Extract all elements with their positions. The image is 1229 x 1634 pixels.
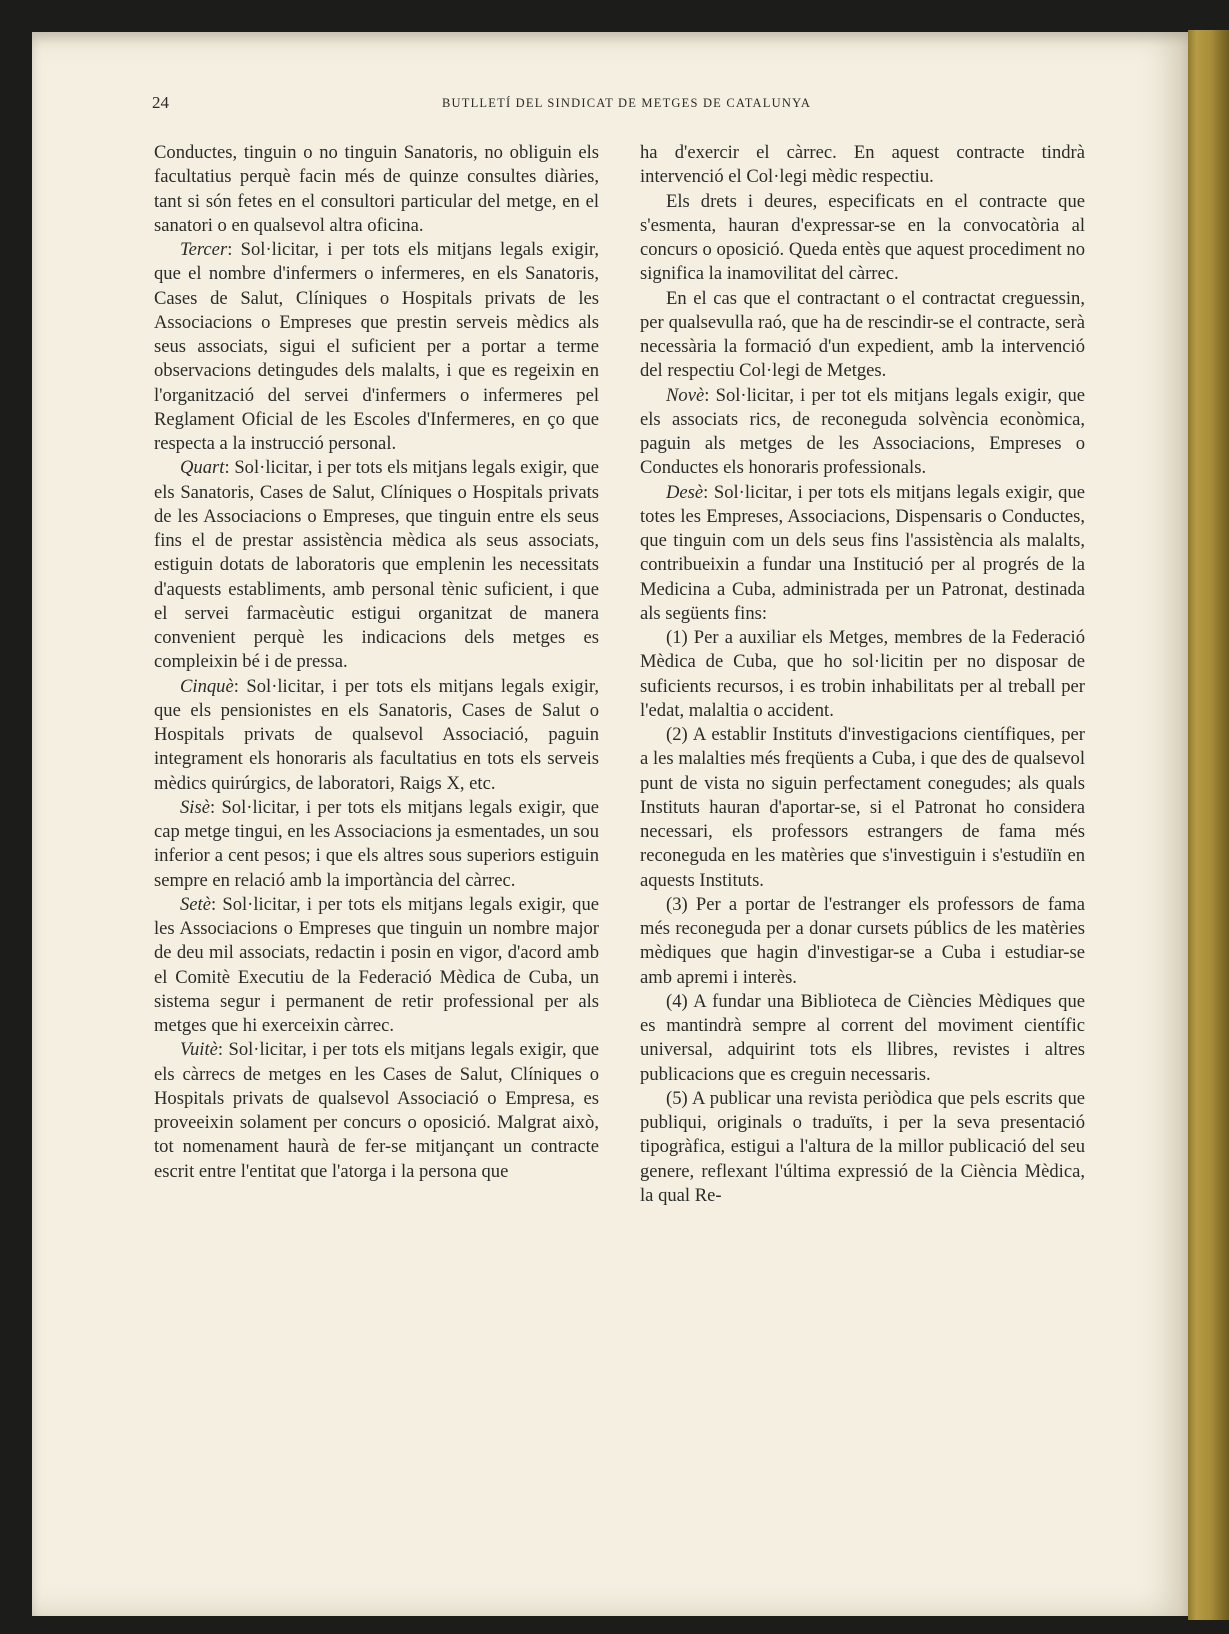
list-item: (4) A fundar una Biblioteca de Ciències Mèdiques que es mantindrà sempre al corrent del moviment científic universal, adquirint tots els llibres, revistes i altres publicacions que es creguin necessaris. [640, 990, 1085, 1085]
paragraph-lead: Setè [180, 893, 211, 915]
paragraph: Setè: Sol·licitar, i per tots els mitjans legals exigir, que les Associacions o Empreses que tinguin un nombre major de deu mil associats, redactin i posin en vigor, d'acord amb el Comitè Executiu de la Federació Mèdica de Cuba, un sistema segur i permanent de retir professional per als metges que hi exerceixin càrrec. [154, 893, 599, 1036]
paragraph: Quart: Sol·licitar, i per tots els mitjans legals exigir, que els Sanatoris, Cases de Salut, Clíniques o Hospitals privats de les Associacions o Empreses, que tinguin entre els seus fins el de prestar assistència mèdica als seus associats, estiguin dotats de laboratoris que emplenin les necessitats d'aquests establiments, amb personal tènic suficient, i que el servei farmacèutic estigui organitzat de manera convenient perquè les indicacions dels metges es compleixin bé i de pressa. [154, 457, 599, 673]
list-item: (2) A establir Instituts d'investigacions científiques, per a les malalties més freqüents a Cuba, i que des de qualsevol punt de vista no siguin perfectament conegudes; als quals Instituts hauran d'aportar-se, si el Patronat ho considera necessari, els professors estrangers de fama més reconeguda en les matèries que s'investiguin i s'estudiïn en aquests Instituts. [640, 724, 1085, 891]
paragraph: Els drets i deures, especificats en el contracte que s'esmenta, hauran d'expressar-se en la convocatòria al concurs o oposició. Queda entès que aquest procediment no significa la inamovilitat del càrrec. [640, 190, 1085, 285]
paragraph-lead: Vuitè [180, 1039, 218, 1061]
page-header [152, 93, 1162, 113]
paragraph: ha d'exercir el càrrec. En aquest contracte tindrà intervenció el Col·legi mèdic respectiu. [640, 142, 1085, 188]
left-column [154, 141, 599, 1184]
paragraph-lead: Sisè [180, 796, 210, 818]
paragraph-lead: Desè [666, 481, 704, 503]
paragraph: Desè: Sol·licitar, i per tots els mitjans legals exigir, que totes les Empreses, Associacions, Dispensaris o Conductes, que tinguin com un dels seus fins l'assistència als malalts, contribueixin a fundar una Institució per al progrés de la Medicina a Cuba, administrada per un Patronat, destinada als següents fins: [640, 481, 1085, 624]
paragraph: Conductes, tinguin o no tinguin Sanatoris, no obliguin els facultatius perquè facin més de quinze consultes diàries, tant si són fetes en el consultori particular del metge, en el sanatori o en qualsevol altra oficina. [154, 142, 599, 236]
list-item: (5) A publicar una revista periòdica que pels escrits que publiqui, originals o traduïts, i per la seva presentació tipogràfica, estigui a l'altura de la millor publicació del seu genere, reflexant l'última expressió de la Ciència Mèdica, la qual Re- [640, 1087, 1085, 1206]
paragraph-lead: Quart [180, 457, 225, 479]
paragraph-lead: Cinquè [180, 675, 234, 697]
running-title: BUTLLETÍ DEL SINDICAT DE METGES DE CATALUNYA [442, 96, 812, 110]
paragraph: Vuitè: Sol·licitar, i per tots els mitjans legals exigir, que els càrrecs de metges en les Cases de Salut, Clíniques o Hospitals privats de qualsevol Associació o Empresa, es proveeixin solament per concurs o oposició. Malgrat això, tot nomenament haurà de fer-se mitjançant un contracte escrit entre l'entitat que l'atorga i la persona que [154, 1039, 599, 1182]
list-item: (3) Per a portar de l'estranger els professors de fama més reconeguda per a donar cursets públics de les matèries mèdiques que hagin d'investigar-se a Cuba i estudiar-se amb apremi i interès. [640, 893, 1085, 988]
paragraph: Tercer: Sol·licitar, i per tots els mitjans legals exigir, que el nombre d'infermers o infermeres, en els Sanatoris, Cases de Salut, Clíniques o Hospitals privats de les Associacions o Empreses que prestin serveis mèdics als seus associats, sigui el suficient per a portar a terme observacions detingudes dels malalts, i que es regeixin en l'organització del servei d'infermers o infermeres pel Reglament Oficial de les Escoles d'Infermeres, en ço que respecta a la instrucció personal. [154, 239, 599, 454]
paragraph: Cinquè: Sol·licitar, i per tots els mitjans legals exigir, que els pensionistes en els Sanatoris, Cases de Salut o Hospitals privats de qualsevol Associació, paguin integrament els honoraris als facultatius en tots els serveis mèdics quirúrgics, de laboratori, Raigs X, etc. [154, 675, 599, 794]
paragraph: Sisè: Sol·licitar, i per tots els mitjans legals exigir, que cap metge tingui, en les Associacions ja esmentades, un sou inferior a cent pesos; i que els altres sous superiors estiguin sempre en relació amb la importància del càrrec. [154, 796, 599, 891]
paragraph-lead: Novè [666, 384, 705, 406]
book-gutter [1188, 30, 1229, 1620]
paragraph: Novè: Sol·licitar, i per tot els mitjans legals exigir, que els associats rics, de reconeguda solvència econòmica, paguin als metges de les Associacions, Empreses o Conductes els honoraris professionals. [640, 384, 1085, 479]
paragraph-lead: Tercer [180, 239, 228, 260]
paragraph: En el cas que el contractant o el contractat creguessin, per qualsevulla raó, que ha de rescindir-se el contracte, serà necessària la formació d'un expedient, amb la intervenció del respectiu Col·legi de Metges. [640, 287, 1085, 382]
page-number: 24 [152, 93, 169, 112]
right-column [640, 141, 1085, 1208]
list-item: (1) Per a auxiliar els Metges, membres de la Federació Mèdica de Cuba, que ho sol·licitin per no disposar de suficients recursos, i es trobin inhabilitats per al treball per l'edat, malaltia o accident. [640, 627, 1085, 721]
